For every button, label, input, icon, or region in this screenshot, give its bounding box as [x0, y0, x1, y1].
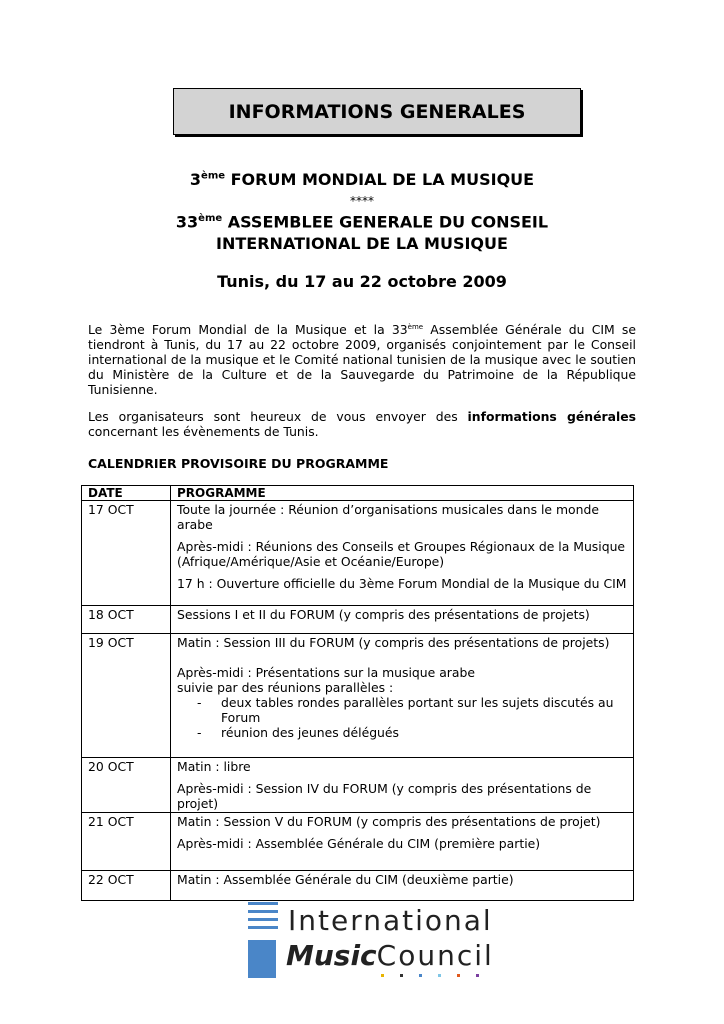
logo-bar: [248, 910, 278, 913]
table-header-row: [82, 486, 634, 501]
row-programme: [171, 634, 634, 758]
logo-bar: [248, 902, 278, 905]
programme-column-header: PROGRAMME: [171, 486, 634, 501]
date-column-header: DATE: [82, 486, 171, 501]
programme-item: Matin : Assemblée Générale du CIM (deuxième partie): [177, 872, 514, 887]
row-programme: [171, 871, 634, 901]
logo-text-council: Council: [376, 939, 494, 972]
logo-dot: [476, 974, 479, 977]
assembly-text-2: INTERNATIONAL DE LA MUSIQUE: [216, 234, 508, 254]
table-row: [82, 634, 634, 758]
info-paragraph: [88, 409, 636, 439]
logo-dots: [381, 974, 479, 977]
table-row: [82, 871, 634, 901]
page-title-box: [173, 88, 581, 135]
place-date: Tunis, du 17 au 22 octobre 2009: [217, 272, 507, 291]
logo-text-international: International: [288, 904, 493, 937]
row-date: 20 OCT: [82, 758, 171, 813]
programme-item: Matin : libre: [177, 759, 251, 774]
row-programme: [171, 501, 634, 606]
page-title: INFORMATIONS GENERALES: [228, 100, 526, 123]
table-row: [82, 813, 634, 871]
logo-dot: [438, 974, 441, 977]
table-row: [82, 758, 634, 813]
forum-title: [0, 170, 724, 189]
info-text-a: Les organisateurs sont heureux de vous envoyer des: [88, 409, 468, 424]
row-programme: [171, 758, 634, 813]
imc-logo: [248, 902, 494, 982]
logo-text-music: Music: [286, 939, 377, 972]
logo-dot: [419, 974, 422, 977]
programme-item: Après-midi : Assemblée Générale du CIM (première partie): [177, 836, 541, 851]
intro-paragraph: [88, 320, 636, 397]
assembly-text: ASSEMBLEE GENERALE DU CONSEIL: [227, 212, 549, 232]
logo-bar: [248, 918, 278, 921]
logo-dot: [457, 974, 460, 977]
row-date: 17 OCT: [82, 501, 171, 606]
row-date: 21 OCT: [82, 813, 171, 871]
info-text-b: concernant les évènements de Tunis.: [88, 424, 319, 439]
logo-dot: [381, 974, 384, 977]
forum-text: FORUM MONDIAL DE LA MUSIQUE: [230, 170, 535, 189]
row-date: 19 OCT: [82, 634, 171, 758]
intro-text-b: Assemblée Générale du CIM se tiendront à Tunis, du 17 au 22 octobre 2009, organisés conjointement par le Conseil international de la musique et le Comité national tunisien de la musique avec le soutien du Ministère de la Culture et de la Sauvegarde du Patrimoine de la République Tunisienne.: [88, 322, 637, 398]
programme-item: Après-midi : Présentations sur la musique arabe: [177, 665, 475, 680]
programme-item: 17 h : Ouverture officielle du 3ème Forum Mondial de la Musique du CIM: [177, 576, 627, 591]
list-item: - réunion des jeunes délégués: [197, 725, 627, 740]
table-row: [82, 606, 634, 634]
intro-text-a: Le 3ème Forum Mondial de la Musique et la 33: [88, 322, 408, 338]
programme-item: Après-midi : Réunions des Conseils et Groupes Régionaux de la Musique (Afrique/Amérique/Asie et Océanie/Europe): [177, 539, 626, 569]
intro-superscript: ème: [407, 323, 424, 331]
programme-item: Matin : Session V du FORUM (y compris des présentations de projet): [177, 814, 601, 829]
assembly-superscript: ème: [198, 213, 223, 224]
list-item: - deux tables rondes parallèles portant sur les sujets discutés au Forum: [197, 695, 627, 725]
assembly-title: [0, 208, 724, 255]
forum-superscript: ème: [201, 170, 226, 182]
programme-table: [81, 485, 634, 901]
parallel-meetings-list: [177, 695, 627, 740]
programme-item: Toute la journée : Réunion d’organisations musicales dans le monde arabe: [177, 502, 599, 532]
programme-item: Après-midi : Session IV du FORUM (y compris des présentations de projet): [177, 781, 592, 811]
assembly-number: 33: [175, 212, 199, 232]
programme-item: suivie par des réunions parallèles :: [177, 680, 394, 695]
separator-stars: ****: [350, 194, 374, 208]
calendar-title: CALENDRIER PROVISOIRE DU PROGRAMME: [88, 456, 389, 471]
programme-item: Matin : Session III du FORUM (y compris des présentations de projets): [177, 635, 610, 650]
forum-number: 3: [189, 170, 202, 189]
logo-dot: [400, 974, 403, 977]
row-date: 18 OCT: [82, 606, 171, 634]
row-programme: [171, 813, 634, 871]
table-row: [82, 501, 634, 606]
logo-text-music-council: [286, 939, 494, 972]
row-date: 22 OCT: [82, 871, 171, 901]
logo-bar: [248, 926, 278, 929]
programme-item: Sessions I et II du FORUM (y compris des présentations de projets): [177, 607, 590, 622]
info-text-bold: informations générales: [467, 409, 637, 424]
row-programme: [171, 606, 634, 634]
logo-square: [248, 940, 276, 978]
